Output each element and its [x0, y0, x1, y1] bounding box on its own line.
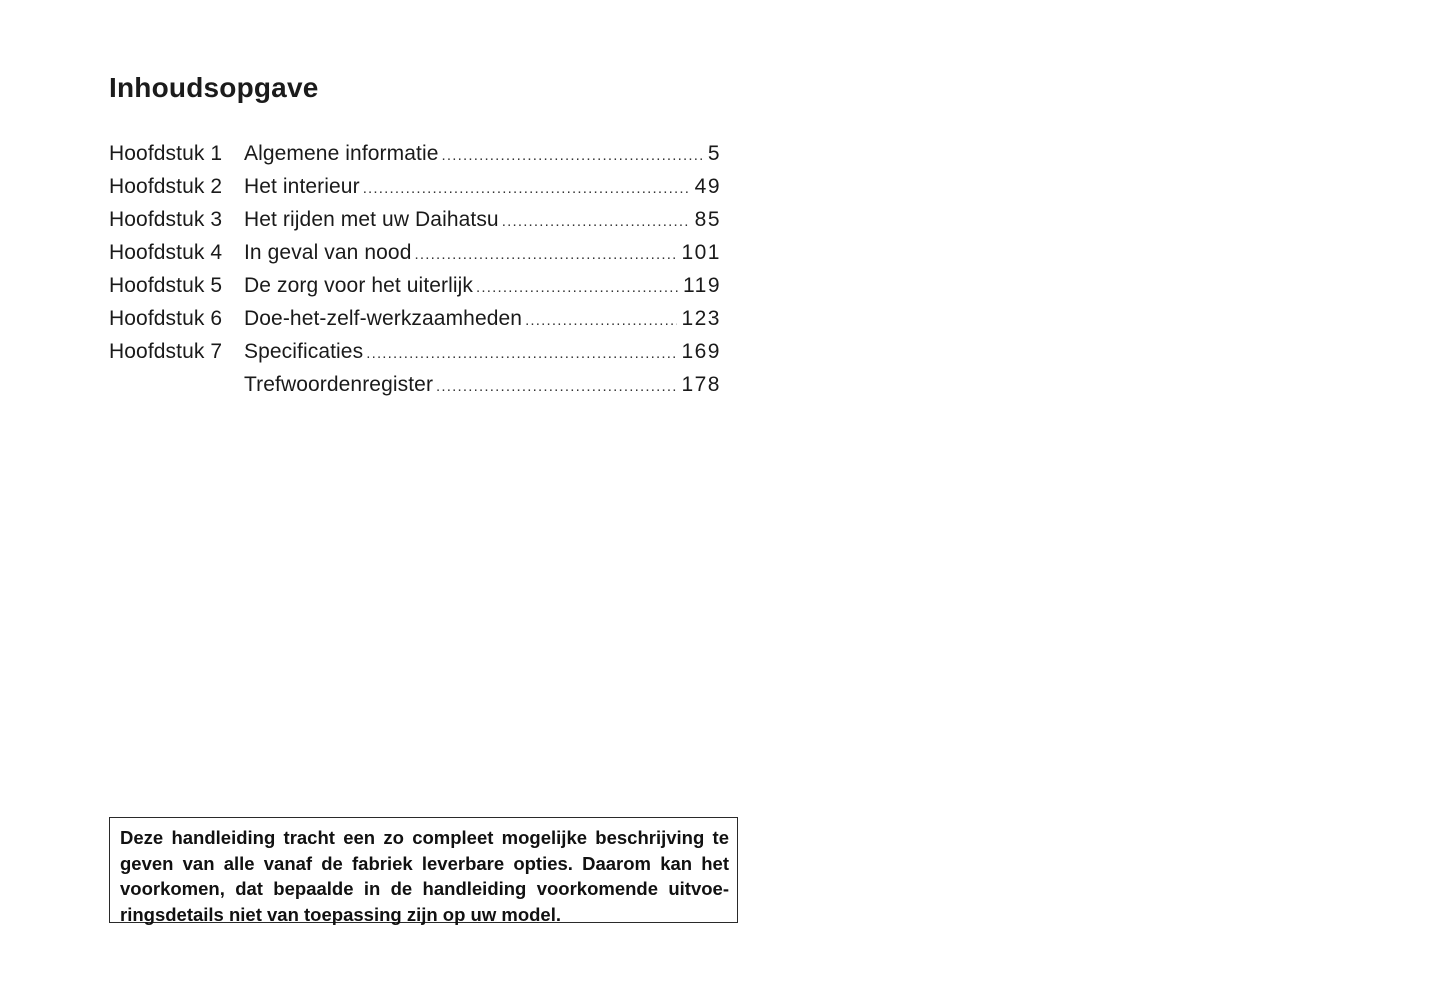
- toc-entry-index: [109, 368, 721, 401]
- toc-entry-title: De zorg voor het uiterlijk: [244, 274, 474, 297]
- toc-page-number: 101: [681, 241, 721, 264]
- toc-chapter-label: Hoofdstuk 3: [109, 208, 223, 231]
- toc-page-number: 49: [694, 175, 721, 198]
- toc-chapter-label: Hoofdstuk 1: [109, 142, 223, 165]
- toc-dot-leader: [436, 370, 677, 403]
- toc-entry-chapter-7: [109, 335, 721, 368]
- disclaimer-notice-box: [109, 817, 738, 923]
- toc-chapter-label: Hoofdstuk 2: [109, 175, 223, 198]
- toc-entry-title: Specificaties: [244, 340, 364, 363]
- toc-dot-leader: [363, 172, 691, 205]
- table-of-contents: [109, 137, 721, 401]
- toc-entry-title: Algemene informatie: [244, 142, 439, 165]
- toc-page-number: 178: [681, 373, 721, 396]
- toc-dot-leader: [476, 271, 679, 304]
- toc-entry-chapter-4: [109, 236, 721, 269]
- toc-entry-title: Het interieur: [244, 175, 360, 198]
- disclaimer-notice-text: Deze handleiding tracht een zo compleet mogelijke beschrijving te geven van alle vanaf de fabriek leverbare opties. Daarom kan het voorkomen, dat bepaalde in de handleiding voorkomende uitvoe-ringsdetails niet van toepassing zijn op uw model.: [120, 827, 729, 925]
- toc-page-number: 123: [681, 307, 721, 330]
- toc-chapter-label: Hoofdstuk 7: [109, 340, 223, 363]
- toc-entry-title: In geval van nood: [244, 241, 412, 264]
- toc-dot-leader: [525, 304, 677, 337]
- toc-chapter-label: Hoofdstuk 5: [109, 274, 223, 297]
- toc-page-number: 5: [707, 142, 721, 165]
- toc-entry-chapter-6: [109, 302, 721, 335]
- toc-page-number: 119: [683, 274, 721, 297]
- toc-entry-chapter-5: [109, 269, 721, 302]
- toc-entry-title: Doe-het-zelf-werkzaamheden: [244, 307, 523, 330]
- toc-entry-chapter-2: [109, 170, 721, 203]
- toc-entry-title: Trefwoordenregister: [244, 373, 434, 396]
- toc-entry-chapter-1: [109, 137, 721, 170]
- toc-entry-chapter-3: [109, 203, 721, 236]
- toc-dot-leader: [366, 337, 677, 370]
- page-title: Inhoudsopgave: [109, 72, 319, 103]
- toc-page-number: 169: [681, 340, 721, 363]
- toc-dot-leader: [442, 139, 704, 172]
- toc-dot-leader: [415, 238, 678, 271]
- toc-page-number: 85: [694, 208, 721, 231]
- toc-entry-title: Het rijden met uw Daihatsu: [244, 208, 499, 231]
- toc-chapter-label: Hoofdstuk 4: [109, 241, 223, 264]
- toc-dot-leader: [502, 205, 691, 238]
- toc-chapter-label: Hoofdstuk 6: [109, 307, 223, 330]
